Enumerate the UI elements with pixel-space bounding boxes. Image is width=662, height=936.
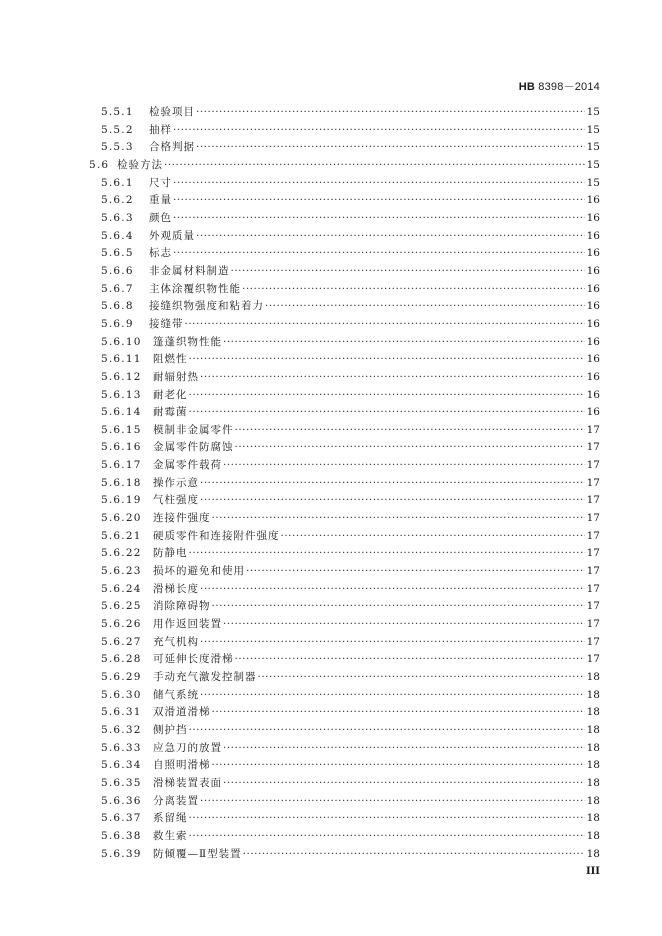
toc-entry-title: 模制非金属零件 [153, 423, 234, 436]
toc-entry-title: 重量 [149, 194, 172, 207]
toc-entry-number: 5.6.18 [101, 476, 142, 489]
toc-entry-page: 17 [586, 565, 600, 578]
toc-entry-page: 18 [586, 847, 600, 860]
toc-entry[interactable] [89, 475, 600, 493]
dot-leader [196, 104, 585, 122]
toc-entry[interactable] [89, 157, 600, 175]
toc-entry-title: 篷蓬织物性能 [153, 335, 222, 348]
toc-entry-page: 15 [586, 141, 600, 154]
toc-entry-title: 耐老化 [153, 388, 188, 401]
dot-leader [223, 334, 585, 352]
toc-entry-title: 消除障碍物 [153, 600, 211, 613]
dot-leader [243, 846, 585, 864]
toc-entry-title: 自照明滑梯 [153, 759, 211, 772]
dot-leader [223, 740, 585, 758]
dot-leader [212, 598, 586, 616]
toc-entry-title: 应急刀的放置 [153, 741, 222, 754]
dot-leader [189, 722, 586, 740]
toc-entry[interactable] [89, 122, 600, 140]
toc-entry-number: 5.6.19 [101, 494, 142, 507]
toc-entry[interactable] [89, 387, 600, 405]
dot-leader [223, 457, 585, 475]
toc-entry[interactable] [89, 210, 600, 228]
dot-leader [212, 704, 586, 722]
toc-entry-page: 16 [586, 406, 600, 419]
toc-entry-title: 合格判据 [149, 141, 195, 154]
toc-entry-number: 5.6.3 [101, 211, 134, 224]
dot-leader [200, 793, 585, 811]
toc-entry[interactable] [89, 687, 600, 705]
dot-leader [189, 810, 586, 828]
toc-entry[interactable] [89, 298, 600, 316]
toc-entry-title: 防倾覆—Ⅱ型装置 [153, 847, 242, 860]
toc-entry-number: 5.6.15 [101, 423, 142, 436]
toc-entry-title: 检验方法 [117, 158, 163, 171]
dot-leader [196, 139, 585, 157]
dot-leader [235, 422, 586, 440]
toc-entry-title: 颜色 [149, 211, 172, 224]
toc-entry-page: 16 [586, 247, 600, 260]
toc-entry-title: 分离装置 [153, 794, 199, 807]
toc-entry-title: 用作返回装置 [153, 618, 222, 631]
toc-entry-page: 15 [586, 158, 600, 171]
toc-entry-page: 15 [586, 176, 600, 189]
dot-leader [189, 545, 586, 563]
toc-entry[interactable] [89, 828, 600, 846]
toc-entry-page: 17 [586, 476, 600, 489]
toc-entry-number: 5.6.37 [101, 812, 142, 825]
toc-entry-number: 5.6.25 [101, 600, 142, 613]
toc-entry-page: 17 [586, 600, 600, 613]
toc-entry-number: 5.6.26 [101, 618, 142, 631]
toc-entry-title: 外观质量 [149, 229, 195, 242]
dot-leader [200, 634, 585, 652]
toc-entry[interactable] [89, 316, 600, 334]
toc-entry-number: 5.6.16 [101, 441, 142, 454]
toc-entry-title: 侧护挡 [153, 723, 188, 736]
toc-entry-page: 18 [586, 723, 600, 736]
dot-leader [185, 316, 586, 334]
toc-entry-page: 17 [586, 635, 600, 648]
toc-entry-page: 16 [586, 264, 600, 277]
dot-leader [173, 192, 585, 210]
dot-leader [164, 157, 585, 175]
toc-entry[interactable] [89, 581, 600, 599]
toc-entry-page: 17 [586, 618, 600, 631]
toc-entry[interactable] [89, 104, 600, 122]
toc-entry-title: 操作示意 [153, 476, 199, 489]
toc-entry-page: 15 [586, 106, 600, 118]
toc-entry[interactable] [89, 245, 600, 263]
toc-entry[interactable] [89, 846, 600, 864]
dot-leader [223, 775, 585, 793]
toc-entry-title: 接缝织物强度和粘着力 [149, 300, 264, 313]
toc-entry[interactable] [89, 510, 600, 528]
toc-entry[interactable] [89, 616, 600, 634]
toc-entry-page: 16 [586, 353, 600, 366]
toc-entry-title: 连接件强度 [153, 512, 211, 525]
toc-entry-page: 16 [586, 370, 600, 383]
toc-entry-page: 16 [586, 300, 600, 313]
toc-entry-page: 17 [586, 547, 600, 560]
toc-entry-page: 18 [586, 776, 600, 789]
dot-leader [235, 651, 586, 669]
toc-entry[interactable] [89, 175, 600, 193]
toc-entry-number: 5.6.33 [101, 741, 142, 754]
toc-entry[interactable] [89, 528, 600, 546]
toc-entry-title: 检验项目 [149, 106, 195, 118]
toc-entry-number: 5.5.3 [101, 141, 134, 154]
dot-leader [200, 369, 585, 387]
toc-entry-page: 18 [586, 706, 600, 719]
toc-entry-title: 标志 [149, 247, 172, 260]
page-number: III [585, 866, 600, 877]
toc-entry-title: 接缝带 [149, 317, 184, 330]
dot-leader [212, 510, 586, 528]
toc-entry-number: 5.6.23 [101, 565, 142, 578]
toc-entry-page: 16 [586, 335, 600, 348]
dot-leader [173, 175, 585, 193]
toc-entry-title: 防静电 [153, 547, 188, 560]
toc-entry-number: 5.6.31 [101, 706, 142, 719]
toc-entry-title: 气柱强度 [153, 494, 199, 507]
toc-entry[interactable] [89, 598, 600, 616]
toc-entry-number: 5.6.39 [101, 847, 142, 860]
dot-leader [258, 669, 586, 687]
dot-leader [189, 404, 586, 422]
toc-entry-page: 17 [586, 441, 600, 454]
toc-entry[interactable] [89, 192, 600, 210]
toc-entry-title: 手动充气激发控制器 [153, 671, 257, 683]
toc-entry-title: 滑梯长度 [153, 582, 199, 595]
toc-entry[interactable] [89, 334, 600, 352]
toc-entry-page: 18 [586, 829, 600, 842]
toc-entry-title: 充气机构 [153, 635, 199, 648]
toc-entry-title: 非金属材料制造 [149, 264, 230, 277]
toc-entry-number: 5.6.35 [101, 776, 142, 789]
dot-leader [173, 210, 585, 228]
toc-entry[interactable] [89, 263, 600, 281]
toc-entry-page: 18 [586, 741, 600, 754]
dot-leader [212, 757, 586, 775]
toc-entry-number: 5.5.1 [101, 106, 134, 118]
toc-entry-number: 5.6.38 [101, 829, 142, 842]
toc-entry-page: 16 [586, 229, 600, 242]
toc-entry-title: 主体涂覆织物性能 [149, 282, 241, 295]
toc-entry-title: 储气系统 [153, 688, 199, 701]
toc-entry-number: 5.6 [89, 158, 110, 171]
dot-leader [242, 281, 585, 299]
toc-entry-page: 18 [586, 759, 600, 772]
dot-leader [189, 351, 586, 369]
toc-entry[interactable] [89, 634, 600, 652]
dot-leader [200, 475, 585, 493]
toc-entry-number: 5.6.11 [101, 353, 142, 366]
toc-entry-number: 5.6.21 [101, 529, 142, 542]
toc-entry-title: 系留绳 [153, 812, 188, 825]
toc-entry[interactable] [89, 775, 600, 793]
toc-entry-number: 5.6.24 [101, 582, 142, 595]
toc-entry[interactable] [89, 651, 600, 669]
toc-entry-number: 5.6.10 [101, 335, 142, 348]
toc-entry-title: 可延伸长度滑梯 [153, 653, 234, 666]
toc-entry-number: 5.6.9 [101, 317, 134, 330]
toc-entry[interactable] [89, 669, 600, 687]
toc-entry-title: 耐辐射热 [153, 370, 199, 383]
toc-entry-page: 17 [586, 512, 600, 525]
dot-leader [200, 492, 585, 510]
toc-entry[interactable] [89, 722, 600, 740]
toc-entry-page: 16 [586, 282, 600, 295]
toc-entry[interactable] [89, 139, 600, 157]
dot-leader [223, 616, 585, 634]
toc-entry[interactable] [89, 439, 600, 457]
toc-entry-title: 金属零件防腐蚀 [153, 441, 234, 454]
toc-entry[interactable] [89, 422, 600, 440]
toc-entry-page: 17 [586, 494, 600, 507]
toc-entry-title: 金属零件载荷 [153, 459, 222, 472]
toc-entry[interactable] [89, 793, 600, 811]
standard-code: HB [518, 81, 535, 93]
toc-entry[interactable] [89, 404, 600, 422]
dot-leader [173, 245, 585, 263]
toc-entry-number: 5.6.7 [101, 282, 134, 295]
toc-entry-number: 5.6.1 [101, 176, 134, 189]
toc-entry-number: 5.6.36 [101, 794, 142, 807]
toc-entry-page: 16 [586, 211, 600, 224]
toc-entry-number: 5.6.12 [101, 370, 142, 383]
dot-leader [173, 122, 585, 140]
dot-leader [281, 528, 586, 546]
toc-entry[interactable] [89, 740, 600, 758]
toc-entry-page: 17 [586, 459, 600, 472]
dot-leader [196, 228, 585, 246]
toc-entry-number: 5.6.34 [101, 759, 142, 772]
toc-entry-number: 5.6.5 [101, 247, 134, 260]
toc-entry[interactable] [89, 351, 600, 369]
dot-leader [200, 581, 585, 599]
dot-leader [235, 439, 586, 457]
dot-leader [189, 828, 586, 846]
toc-entry-number: 5.6.17 [101, 459, 142, 472]
toc-entry-page: 18 [586, 688, 600, 701]
toc-entry-title: 耐霉菌 [153, 406, 188, 419]
toc-entry-number: 5.6.20 [101, 512, 142, 525]
dot-leader [246, 563, 585, 581]
toc-entry-page: 17 [586, 423, 600, 436]
toc-entry-page: 16 [586, 194, 600, 207]
toc-entry-page: 18 [586, 812, 600, 825]
toc-entry[interactable] [89, 757, 600, 775]
toc-entry-number: 5.6.6 [101, 264, 134, 277]
toc-entry[interactable] [89, 369, 600, 387]
toc-entry-title: 滑梯装置表面 [153, 776, 222, 789]
toc-entry-page: 17 [586, 582, 600, 595]
toc-entry-number: 5.6.22 [101, 547, 142, 560]
standard-header [519, 78, 600, 94]
toc-entry-title: 救生索 [153, 829, 188, 842]
table-of-contents [89, 104, 600, 863]
toc-entry-title: 阻燃性 [153, 353, 188, 366]
toc-entry[interactable] [89, 704, 600, 722]
toc-entry-page: 15 [586, 123, 600, 136]
toc-entry-title: 抽样 [149, 123, 172, 136]
toc-entry-number: 5.6.4 [101, 229, 134, 242]
toc-entry-title: 损坏的避免和使用 [153, 565, 245, 578]
toc-entry[interactable] [89, 545, 600, 563]
toc-entry-number: 5.6.8 [101, 300, 134, 313]
toc-entry-page: 18 [586, 671, 600, 683]
dot-leader [200, 687, 585, 705]
dot-leader [231, 263, 586, 281]
toc-entry-number: 5.6.13 [101, 388, 142, 401]
toc-entry[interactable] [89, 810, 600, 828]
toc-entry-title: 硬质零件和连接附件强度 [153, 529, 280, 542]
toc-entry-page: 16 [586, 388, 600, 401]
toc-entry-number: 5.6.28 [101, 653, 142, 666]
toc-entry-number: 5.6.32 [101, 723, 142, 736]
dot-leader [265, 298, 585, 316]
toc-entry-number: 5.6.29 [101, 671, 142, 683]
toc-entry[interactable] [89, 228, 600, 246]
dot-leader [189, 387, 586, 405]
toc-entry-number: 5.6.30 [101, 688, 142, 701]
toc-entry[interactable] [89, 457, 600, 475]
toc-entry[interactable] [89, 492, 600, 510]
toc-entry-number: 5.5.2 [101, 123, 134, 136]
toc-entry-page: 18 [586, 794, 600, 807]
toc-entry-page: 17 [586, 529, 600, 542]
toc-entry-title: 尺寸 [149, 176, 172, 189]
standard-number: 8398－2014 [535, 81, 600, 93]
toc-entry-number: 5.6.27 [101, 635, 142, 648]
toc-entry[interactable] [89, 563, 600, 581]
toc-entry-number: 5.6.2 [101, 194, 134, 207]
toc-entry-page: 17 [586, 653, 600, 666]
toc-entry-title: 双滑道滑梯 [153, 706, 211, 719]
toc-entry-page: 16 [586, 317, 600, 330]
toc-entry-number: 5.6.14 [101, 406, 142, 419]
toc-entry[interactable] [89, 281, 600, 299]
